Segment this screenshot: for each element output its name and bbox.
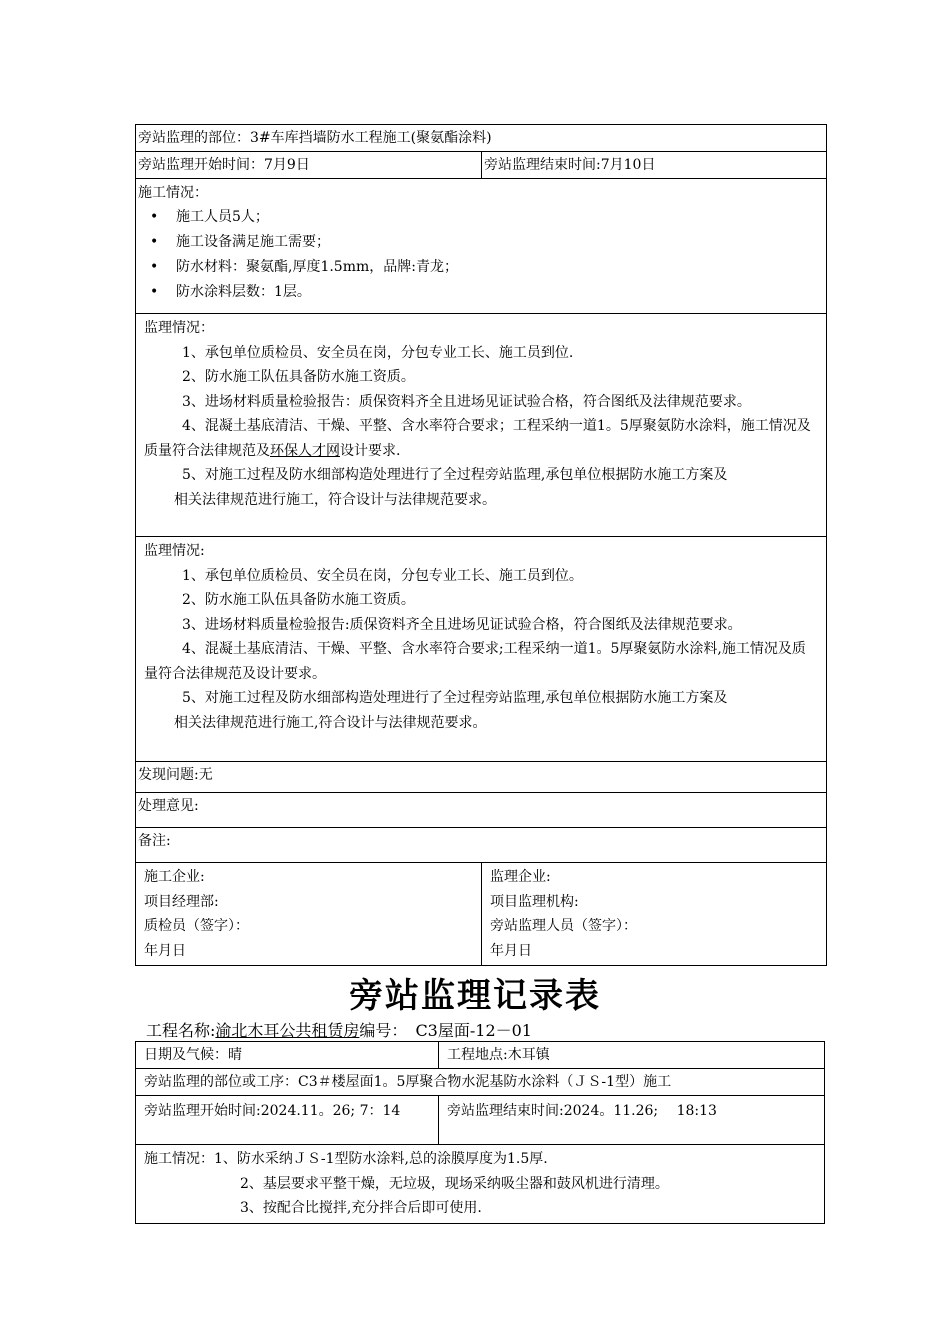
supervision-section-a [136,314,827,537]
opinion-cell: 处理意见: [136,793,827,828]
project-line [146,1018,532,1041]
sign-line: 年月日 [144,942,186,959]
supervision-item: 3、进场材料质量检验报告:质保资料齐全且进场见证试验合格，符合图纸及法律规范要求。 [182,616,742,633]
supervision-item: 相关法律规范进行施工,符合设计与法律规范要求。 [174,714,487,731]
list-item: • 施工设备满足施工需要； [144,230,824,255]
sign-line: 项目经理部: [144,893,219,910]
record-number: C3屋面-12－01 [415,1021,532,1040]
date-weather-cell: 日期及气候：晴 [136,1042,439,1069]
supervision-heading: 监理情况： [144,320,214,336]
location-cell: 旁站监理的部位或工序：C3＃楼屋面1。5厚聚合物水泥基防水涂料（ＪＳ-1型）施工 [136,1069,825,1096]
project-label: 工程名称: [146,1021,216,1040]
construction-line: 2、基层要求平整干燥，无垃圾，现场采纳吸尘器和鼓风机进行清理。 [240,1175,669,1192]
remarks-cell: 备注: [136,828,827,863]
item4-text: 4、混凝土基底清洁、干燥、平整、含水率符合要求；工程采纳一道1。5厚聚氨防水涂料，施工情况及质量符合法律规范及 [144,418,811,459]
supervision-item: 5、对施工过程及防水细部构造处理进行了全过程旁站监理,承包单位根据防水施工方案及 [182,467,728,483]
list-item: • 防水涂料层数：1层。 [144,280,824,305]
supervision-item: 2、防水施工队伍具备防水施工资质。 [182,369,415,385]
contractor-sign-cell [136,863,482,966]
link-text[interactable]: 环保人才网 [270,442,340,459]
supervisor-sign-cell [482,863,827,966]
supervision-item: 3、进场材料质量检验报告：质保资料齐全且进场见证试验合格，符合图纸及法律规范要求。 [182,393,751,410]
construction-line: 3、按配合比搅拌,充分拌合后即可使用. [240,1200,482,1216]
supervision-item: 相关法律规范进行施工，符合设计与法律规范要求。 [174,491,496,508]
construction-cell [136,1145,825,1224]
page-title: 旁站监理记录表 [349,976,601,1016]
supervision-item: 1、承包单位质检员、安全员在岗，分包专业工长、施工员到位. [182,344,574,361]
sign-line: 旁站监理人员（签字）： [490,918,637,934]
supervision-location-cell: 旁站监理的部位：3#车库挡墙防水工程施工(聚氨酯涂料) [136,125,827,152]
item4-tail: 设计要求. [340,442,401,459]
sign-line: 项目监理机构: [490,893,579,910]
site-cell: 工程地点:木耳镇 [439,1042,825,1069]
supervision-item: 4、混凝土基底清洁、干燥、平整、含水率符合要求;工程采纳一道1。5厚聚氨防水涂料,施工情况及质量符合法律规范及设计要求。 [144,641,806,682]
supervision-item [144,414,818,463]
sign-line: 质检员（签字）： [144,918,249,934]
sign-line: 年月日 [490,942,532,959]
sign-line: 监理企业: [490,869,551,885]
end-time-cell: 旁站监理结束时间:2024。11.26; 18:13 [439,1096,825,1145]
supervision-item: 5、对施工过程及防水细部构造处理进行了全过程旁站监理,承包单位根据防水施工方案及 [182,690,728,706]
construction-list [138,205,824,305]
issues-cell: 发现问题:无 [136,762,827,793]
sign-line: 施工企业: [144,869,205,885]
start-time-cell: 旁站监理开始时间：7月9日 [136,152,482,179]
end-time-cell: 旁站监理结束时间:7月10日 [482,152,827,179]
supervision-item: 1、承包单位质检员、安全员在岗，分包专业工长、施工员到位。 [182,567,583,584]
list-item: • 防水材料：聚氨酯,厚度1.5mm，品牌:青龙； [144,255,824,280]
supervision-heading: 监理情况: [144,543,205,559]
start-time-cell: 旁站监理开始时间:2024.11。26; 7：14 [136,1096,439,1145]
supervision-section-b [136,537,827,762]
construction-heading: 施工情况： [138,185,208,201]
construction-line: 施工情况：1、防水采纳ＪＳ-1型防水涂料,总的涂膜厚度为1.5厚. [144,1151,548,1167]
number-label: 编号： [359,1021,408,1040]
supervision-record-table-1 [135,124,827,966]
project-name: 渝北木耳公共租赁房 [215,1021,360,1040]
supervision-record-table-2 [135,1041,825,1224]
list-item: • 施工人员5人； [144,205,824,230]
supervision-item: 2、防水施工队伍具备防水施工资质。 [182,592,415,608]
construction-section [136,179,827,314]
